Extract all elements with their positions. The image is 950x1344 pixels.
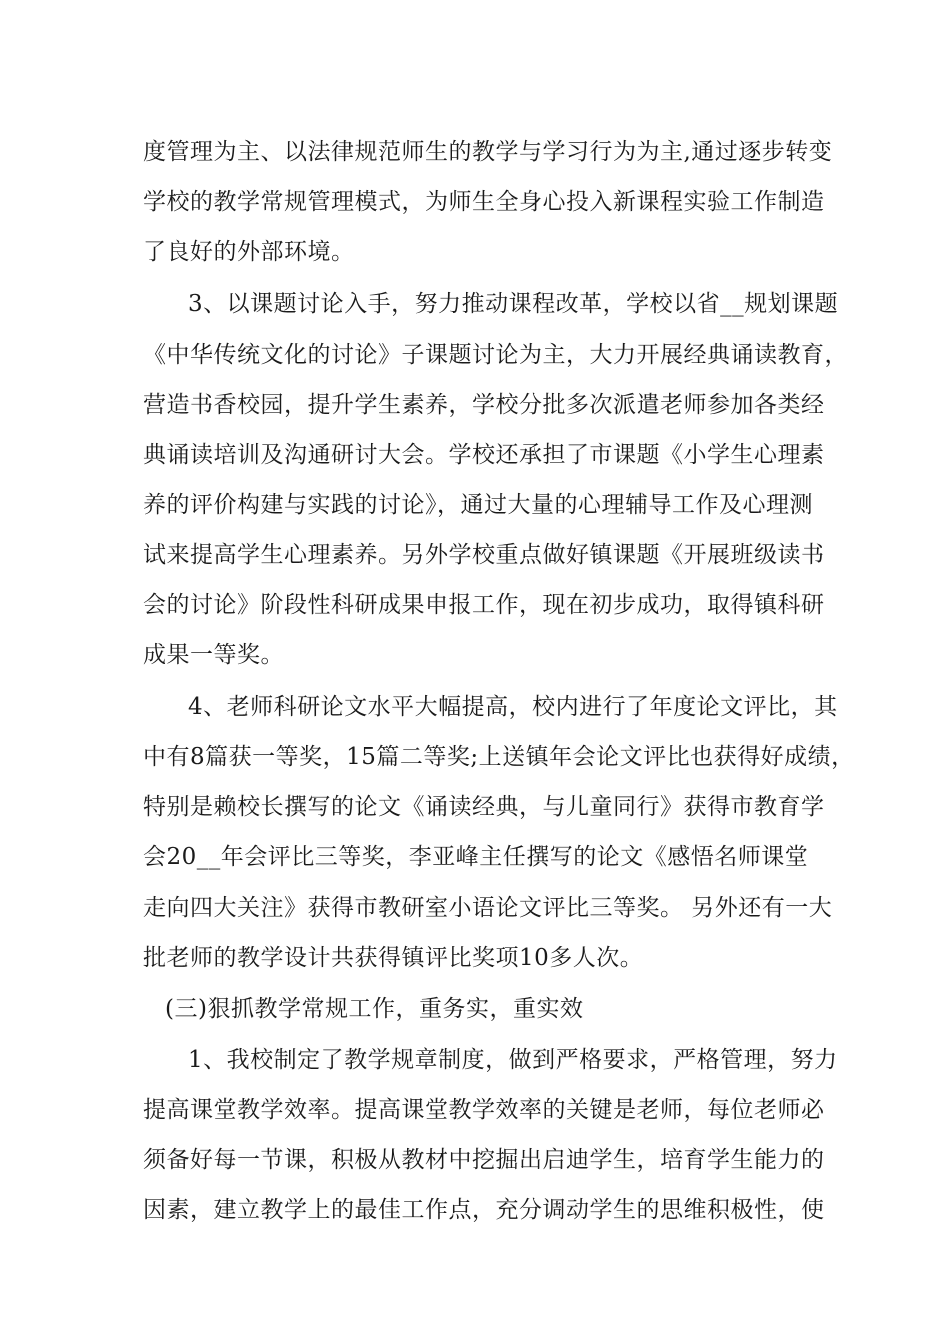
paragraph-start-line: 3、以课题讨论入手，努力推动课程改革，学校以省__规划课题: [188, 291, 839, 317]
text-line: 《中华传统文化的讨论》子课题讨论为主，大力开展经典诵读教育，: [143, 342, 848, 368]
text-line: 了良好的外部环境。: [143, 239, 355, 265]
text-line: 中有8篇获一等奖，15篇二等奖;上送镇年会论文评比也获得好成绩，: [143, 744, 855, 770]
paragraph-start-line: 1、我校制定了教学规章制度，做到严格要求，严格管理，努力: [188, 1047, 838, 1073]
text-line: 须备好每一节课，积极从教材中挖掘出启迪学生，培育学生能力的: [143, 1147, 825, 1173]
text-line: 典诵读培训及沟通研讨大会。学校还承担了市课题《小学生心理素: [143, 442, 825, 468]
text-line: 度管理为主、以法律规范师生的教学与学习行为为主,通过逐步转变: [143, 139, 833, 165]
text-line: 养的评价构建与实践的讨论》，通过大量的心理辅导工作及心理测: [143, 492, 813, 518]
text-line: 批老师的教学设计共获得镇评比奖项10多人次。: [143, 945, 644, 971]
section-heading: (三)狠抓教学常规工作，重务实，重实效: [165, 996, 584, 1022]
text-line: 走向四大关注》获得市教研室小语论文评比三等奖。 另外还有一大: [143, 895, 833, 921]
paragraph-start-line: 4、老师科研论文水平大幅提高，校内进行了年度论文评比，其: [188, 694, 838, 720]
text-line: 特别是赖校长撰写的论文《诵读经典，与儿童同行》获得市教育学: [143, 794, 825, 820]
text-line: 营造书香校园，提升学生素养，学校分批多次派遣老师参加各类经: [143, 392, 825, 418]
text-line: 会的讨论》阶段性科研成果申报工作，现在初步成功，取得镇科研: [143, 592, 825, 618]
text-line: 学校的教学常规管理模式，为师生全身心投入新课程实验工作制造: [143, 189, 825, 215]
text-line: 提高课堂教学效率。提高课堂教学效率的关键是老师，每位老师必: [143, 1097, 825, 1123]
text-line: 试来提高学生心理素养。另外学校重点做好镇课题《开展班级读书: [143, 542, 825, 568]
text-line: 成果一等奖。: [143, 642, 284, 668]
text-line: 因素，建立教学上的最佳工作点，充分调动学生的思维积极性，使: [143, 1197, 825, 1223]
text-line: 会20__年会评比三等奖，李亚峰主任撰写的论文《感悟名师课堂: [143, 844, 809, 870]
